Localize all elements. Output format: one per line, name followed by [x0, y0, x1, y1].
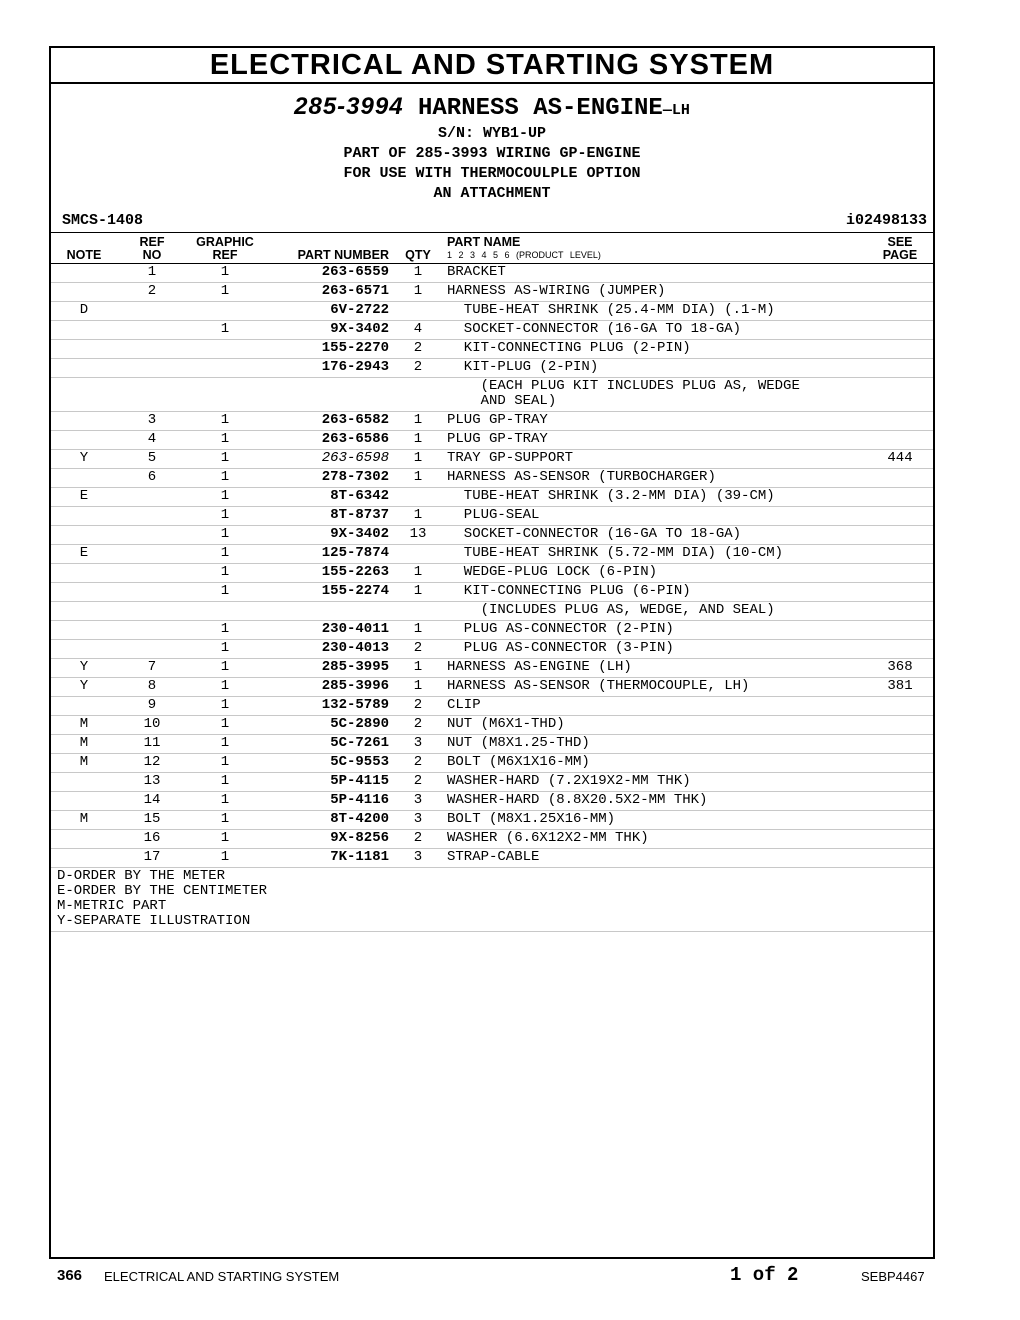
smcs-code: SMCS-1408	[62, 212, 144, 229]
see-page-cell	[867, 283, 933, 302]
ref-no-cell	[117, 507, 187, 526]
notes-legend	[51, 868, 933, 932]
graphic-ref-cell: 1	[187, 450, 263, 469]
graphic-ref-cell: 1	[187, 507, 263, 526]
see-page-cell	[867, 412, 933, 431]
ref-no-cell	[117, 602, 187, 621]
table-row	[51, 773, 933, 792]
ref-no-cell	[117, 488, 187, 507]
ref-no-cell	[117, 583, 187, 602]
see-page-cell	[867, 735, 933, 754]
qty-cell: 2	[389, 340, 447, 359]
part-name-cell: NUT (M8X1.25-THD)	[447, 735, 867, 754]
table-row	[51, 659, 933, 678]
ref-no-cell: 15	[117, 811, 187, 830]
ref-no-cell: 7	[117, 659, 187, 678]
part-name-cell: BOLT (M8X1.25X16-MM)	[447, 811, 867, 830]
ref-no-cell	[117, 621, 187, 640]
assembly-part-name: HARNESS AS-ENGINE	[417, 95, 663, 122]
see-page-cell	[867, 302, 933, 321]
see-page-cell	[867, 697, 933, 716]
part-name-cell: PLUG AS-CONNECTOR (3-PIN)	[447, 640, 867, 659]
note-d: D-ORDER BY THE METER	[57, 868, 226, 884]
ref-no-cell: 8	[117, 678, 187, 697]
ref-no-cell	[117, 545, 187, 564]
col-part-number-header: PART NUMBER	[263, 233, 389, 264]
graphic-ref-cell: 1	[187, 754, 263, 773]
document-id: SEBP4467	[861, 1269, 925, 1284]
note-cell: Y	[51, 450, 117, 469]
ref-no-cell: 5	[117, 450, 187, 469]
see-page-cell	[867, 583, 933, 602]
see-page-cell	[867, 264, 933, 283]
graphic-ref-cell: 1	[187, 697, 263, 716]
qty-cell	[389, 602, 447, 621]
table-row	[51, 697, 933, 716]
graphic-ref-cell: 1	[187, 545, 263, 564]
note-cell	[51, 340, 117, 359]
part-number-cell: 263-6571	[263, 283, 389, 302]
illustration-id: i02498133	[845, 212, 927, 229]
graphic-ref-cell: 1	[187, 659, 263, 678]
part-name-cell: BOLT (M6X1X16-MM)	[447, 754, 867, 773]
part-number-cell: 6V-2722	[263, 302, 389, 321]
note-m: M-METRIC PART	[57, 898, 167, 914]
graphic-ref-cell: 1	[187, 792, 263, 811]
part-name-cell: TUBE-HEAT SHRINK (5.72-MM DIA) (10-CM)	[447, 545, 867, 564]
table-row	[51, 792, 933, 811]
graphic-ref-cell: 1	[187, 526, 263, 545]
qty-cell: 1	[389, 507, 447, 526]
qty-cell: 2	[389, 773, 447, 792]
part-name-cell: TUBE-HEAT SHRINK (25.4-MM DIA) (.1-M)	[447, 302, 867, 321]
part-name-cell: BRACKET	[447, 264, 867, 283]
table-row	[51, 754, 933, 773]
graphic-ref-cell: 1	[187, 830, 263, 849]
graphic-ref-cell: 1	[187, 412, 263, 431]
part-name-cell: PLUG GP-TRAY	[447, 412, 867, 431]
graphic-ref-cell: 1	[187, 321, 263, 340]
part-number-cell: 230-4013	[263, 640, 389, 659]
assembly-part-number: 285-3994	[294, 93, 404, 120]
note-cell: M	[51, 716, 117, 735]
see-page-cell: 368	[867, 659, 933, 678]
part-name-cell: (INCLUDES PLUG AS, WEDGE, AND SEAL)	[447, 602, 867, 621]
part-number-cell: 5C-7261	[263, 735, 389, 754]
note-cell	[51, 526, 117, 545]
part-number-cell: 278-7302	[263, 469, 389, 488]
see-page-cell	[867, 469, 933, 488]
part-name-cell: HARNESS AS-ENGINE (LH)	[447, 659, 867, 678]
see-page-cell	[867, 811, 933, 830]
part-number-cell: 7K-1181	[263, 849, 389, 868]
table-row	[51, 830, 933, 849]
qty-cell: 2	[389, 359, 447, 378]
part-number-cell: 5C-2890	[263, 716, 389, 735]
part-name-cell: STRAP-CABLE	[447, 849, 867, 868]
part-number-cell: 5P-4116	[263, 792, 389, 811]
note-cell	[51, 321, 117, 340]
table-row	[51, 716, 933, 735]
part-name-cell: SOCKET-CONNECTOR (16-GA TO 18-GA)	[447, 321, 867, 340]
col-graphic-ref-header: GRAPHIC REF	[187, 233, 263, 264]
note-cell	[51, 849, 117, 868]
note-cell	[51, 792, 117, 811]
note-cell	[51, 621, 117, 640]
col-part-name-header	[447, 233, 867, 264]
qty-cell: 4	[389, 321, 447, 340]
see-page-cell	[867, 488, 933, 507]
note-cell	[51, 283, 117, 302]
graphic-ref-cell	[187, 359, 263, 378]
graphic-ref-cell: 1	[187, 640, 263, 659]
graphic-ref-cell: 1	[187, 264, 263, 283]
table-row	[51, 340, 933, 359]
table-row	[51, 412, 933, 431]
table-row	[51, 469, 933, 488]
qty-cell	[389, 302, 447, 321]
part-number-cell: 176-2943	[263, 359, 389, 378]
ref-no-cell	[117, 302, 187, 321]
part-name-cell: NUT (M6X1-THD)	[447, 716, 867, 735]
ref-no-cell: 17	[117, 849, 187, 868]
part-name-cell: WASHER-HARD (7.2X19X2-MM THK)	[447, 773, 867, 792]
table-row	[51, 450, 933, 469]
part-name-cell: (EACH PLUG KIT INCLUDES PLUG AS, WEDGE AND SEAL)	[447, 378, 867, 412]
qty-cell: 2	[389, 754, 447, 773]
part-name-cell: PLUG GP-TRAY	[447, 431, 867, 450]
note-cell	[51, 564, 117, 583]
part-number-cell: 8T-6342	[263, 488, 389, 507]
product-level-label: 1 2 3 4 5 6 (PRODUCT LEVEL)	[447, 250, 601, 260]
graphic-ref-cell: 1	[187, 564, 263, 583]
graphic-ref-cell: 1	[187, 678, 263, 697]
qty-cell: 1	[389, 678, 447, 697]
part-number-cell: 285-3996	[263, 678, 389, 697]
graphic-ref-cell: 1	[187, 469, 263, 488]
note-cell: M	[51, 811, 117, 830]
table-row	[51, 488, 933, 507]
table-row	[51, 302, 933, 321]
assembly-title	[51, 94, 933, 124]
see-page-cell	[867, 507, 933, 526]
col-qty-header: QTY	[389, 233, 447, 264]
qty-cell: 3	[389, 811, 447, 830]
ref-no-cell: 9	[117, 697, 187, 716]
qty-cell: 3	[389, 735, 447, 754]
note-cell: Y	[51, 678, 117, 697]
graphic-ref-cell: 1	[187, 431, 263, 450]
table-row	[51, 378, 933, 412]
part-name-cell: TRAY GP-SUPPORT	[447, 450, 867, 469]
ref-no-cell: 3	[117, 412, 187, 431]
part-number-cell: 125-7874	[263, 545, 389, 564]
note-cell	[51, 773, 117, 792]
part-name-cell: KIT-CONNECTING PLUG (6-PIN)	[447, 583, 867, 602]
graphic-ref-cell: 1	[187, 488, 263, 507]
ref-no-cell	[117, 526, 187, 545]
graphic-ref-cell: 1	[187, 583, 263, 602]
page-frame	[49, 46, 935, 1259]
part-number-cell: 9X-8256	[263, 830, 389, 849]
see-page-cell	[867, 773, 933, 792]
table-header-row	[51, 233, 933, 264]
table-row	[51, 602, 933, 621]
parts-table	[51, 232, 933, 868]
graphic-ref-cell	[187, 378, 263, 412]
see-page-cell	[867, 640, 933, 659]
see-page-cell	[867, 340, 933, 359]
note-cell	[51, 507, 117, 526]
qty-cell: 2	[389, 640, 447, 659]
see-page-cell	[867, 564, 933, 583]
see-page-cell	[867, 526, 933, 545]
graphic-ref-cell	[187, 302, 263, 321]
qty-cell: 1	[389, 583, 447, 602]
table-row	[51, 507, 933, 526]
part-name-cell: HARNESS AS-SENSOR (THERMOCOUPLE, LH)	[447, 678, 867, 697]
part-number-cell: 155-2263	[263, 564, 389, 583]
note-cell	[51, 378, 117, 412]
see-page-cell	[867, 792, 933, 811]
qty-cell	[389, 378, 447, 412]
part-name-cell: WASHER-HARD (8.8X20.5X2-MM THK)	[447, 792, 867, 811]
graphic-ref-cell	[187, 602, 263, 621]
page-number: 366	[57, 1267, 83, 1284]
see-page-cell	[867, 431, 933, 450]
part-name-cell: PLUG-SEAL	[447, 507, 867, 526]
page-of: 1 of 2	[730, 1264, 799, 1286]
table-row	[51, 811, 933, 830]
table-row	[51, 564, 933, 583]
footer-section: ELECTRICAL AND STARTING SYSTEM	[104, 1269, 340, 1284]
part-number-cell: 263-6559	[263, 264, 389, 283]
part-number-cell: 132-5789	[263, 697, 389, 716]
code-row	[51, 210, 933, 232]
part-number-cell: 263-6586	[263, 431, 389, 450]
table-row	[51, 640, 933, 659]
use-with-line: FOR USE WITH THERMOCOULPLE OPTION	[343, 165, 641, 182]
part-name-cell: WASHER (6.6X12X2-MM THK)	[447, 830, 867, 849]
part-number-cell: 9X-3402	[263, 321, 389, 340]
part-name-cell: CLIP	[447, 697, 867, 716]
table-row	[51, 678, 933, 697]
part-number-cell: 5C-9553	[263, 754, 389, 773]
ref-no-cell: 2	[117, 283, 187, 302]
note-cell: E	[51, 545, 117, 564]
part-number-cell: 8T-4200	[263, 811, 389, 830]
ref-no-cell	[117, 564, 187, 583]
part-name-label: PART NAME	[447, 235, 521, 249]
see-page-cell	[867, 621, 933, 640]
table-row	[51, 321, 933, 340]
ref-no-cell	[117, 321, 187, 340]
qty-cell: 1	[389, 412, 447, 431]
note-cell	[51, 697, 117, 716]
part-number-cell: 155-2274	[263, 583, 389, 602]
ref-no-cell: 11	[117, 735, 187, 754]
part-name-cell: KIT-CONNECTING PLUG (2-PIN)	[447, 340, 867, 359]
qty-cell: 3	[389, 849, 447, 868]
ref-no-cell	[117, 378, 187, 412]
table-row	[51, 283, 933, 302]
graphic-ref-cell: 1	[187, 716, 263, 735]
note-cell	[51, 264, 117, 283]
qty-cell: 1	[389, 264, 447, 283]
ref-no-cell: 14	[117, 792, 187, 811]
qty-cell: 2	[389, 716, 447, 735]
part-number-cell: 5P-4115	[263, 773, 389, 792]
see-page-cell	[867, 716, 933, 735]
table-row	[51, 431, 933, 450]
see-page-cell	[867, 602, 933, 621]
ref-no-cell: 1	[117, 264, 187, 283]
note-cell: E	[51, 488, 117, 507]
part-number-cell: 8T-8737	[263, 507, 389, 526]
qty-cell: 3	[389, 792, 447, 811]
qty-cell	[389, 488, 447, 507]
see-page-cell	[867, 378, 933, 412]
note-cell: M	[51, 754, 117, 773]
graphic-ref-cell: 1	[187, 283, 263, 302]
note-cell	[51, 412, 117, 431]
part-of-line: PART OF 285-3993 WIRING GP-ENGINE	[343, 145, 641, 162]
part-number-cell: 263-6598	[263, 450, 389, 469]
table-row	[51, 359, 933, 378]
ref-no-cell: 4	[117, 431, 187, 450]
part-name-cell: KIT-PLUG (2-PIN)	[447, 359, 867, 378]
ref-no-cell	[117, 340, 187, 359]
note-e: E-ORDER BY THE CENTIMETER	[57, 883, 268, 899]
qty-cell: 1	[389, 431, 447, 450]
qty-cell	[389, 545, 447, 564]
qty-cell: 1	[389, 659, 447, 678]
part-name-cell: WEDGE-PLUG LOCK (6-PIN)	[447, 564, 867, 583]
note-y: Y-SEPARATE ILLUSTRATION	[57, 913, 251, 929]
graphic-ref-cell: 1	[187, 773, 263, 792]
part-number-cell: 263-6582	[263, 412, 389, 431]
note-cell	[51, 583, 117, 602]
col-note-header: NOTE	[51, 233, 117, 264]
table-row	[51, 621, 933, 640]
table-row	[51, 735, 933, 754]
part-name-cell: HARNESS AS-SENSOR (TURBOCHARGER)	[447, 469, 867, 488]
qty-cell: 2	[389, 697, 447, 716]
part-name-cell: HARNESS AS-WIRING (JUMPER)	[447, 283, 867, 302]
assembly-suffix: —LH	[662, 102, 690, 119]
part-number-cell: 285-3995	[263, 659, 389, 678]
qty-cell: 1	[389, 450, 447, 469]
see-page-cell	[867, 359, 933, 378]
table-row	[51, 583, 933, 602]
graphic-ref-cell: 1	[187, 811, 263, 830]
qty-cell: 1	[389, 469, 447, 488]
note-cell	[51, 830, 117, 849]
qty-cell: 2	[389, 830, 447, 849]
graphic-ref-cell: 1	[187, 621, 263, 640]
see-page-cell	[867, 545, 933, 564]
table-row	[51, 849, 933, 868]
ref-no-cell	[117, 640, 187, 659]
page-footer	[0, 1264, 1020, 1288]
ref-no-cell	[117, 359, 187, 378]
see-page-cell	[867, 754, 933, 773]
table-row	[51, 526, 933, 545]
see-page-cell	[867, 849, 933, 868]
qty-cell: 1	[389, 283, 447, 302]
ref-no-cell: 10	[117, 716, 187, 735]
section-title: ELECTRICAL AND STARTING SYSTEM	[51, 48, 933, 84]
note-cell	[51, 602, 117, 621]
qty-cell: 1	[389, 564, 447, 583]
note-cell: D	[51, 302, 117, 321]
part-number-cell	[263, 378, 389, 412]
note-cell	[51, 640, 117, 659]
note-cell: M	[51, 735, 117, 754]
graphic-ref-cell: 1	[187, 849, 263, 868]
part-name-cell: TUBE-HEAT SHRINK (3.2-MM DIA) (39-CM)	[447, 488, 867, 507]
part-number-cell: 155-2270	[263, 340, 389, 359]
qty-cell: 13	[389, 526, 447, 545]
note-cell	[51, 431, 117, 450]
see-page-cell	[867, 830, 933, 849]
assembly-header	[51, 94, 933, 204]
see-page-cell: 381	[867, 678, 933, 697]
ref-no-cell: 16	[117, 830, 187, 849]
col-see-page-header: SEE PAGE	[867, 233, 933, 264]
qty-cell: 1	[389, 621, 447, 640]
table-row	[51, 264, 933, 283]
note-cell	[51, 359, 117, 378]
see-page-cell	[867, 321, 933, 340]
part-number-cell: 9X-3402	[263, 526, 389, 545]
graphic-ref-cell	[187, 340, 263, 359]
part-name-cell: PLUG AS-CONNECTOR (2-PIN)	[447, 621, 867, 640]
parts-body	[51, 264, 933, 868]
ref-no-cell: 12	[117, 754, 187, 773]
attachment-line: AN ATTACHMENT	[433, 185, 551, 202]
note-cell	[51, 469, 117, 488]
ref-no-cell: 13	[117, 773, 187, 792]
col-ref-header: REF NO	[117, 233, 187, 264]
graphic-ref-cell: 1	[187, 735, 263, 754]
table-row	[51, 545, 933, 564]
ref-no-cell: 6	[117, 469, 187, 488]
serial-range: S/N: WYB1-UP	[437, 125, 547, 142]
part-number-cell: 230-4011	[263, 621, 389, 640]
part-name-cell: SOCKET-CONNECTOR (16-GA TO 18-GA)	[447, 526, 867, 545]
note-cell: Y	[51, 659, 117, 678]
see-page-cell: 444	[867, 450, 933, 469]
part-number-cell	[263, 602, 389, 621]
